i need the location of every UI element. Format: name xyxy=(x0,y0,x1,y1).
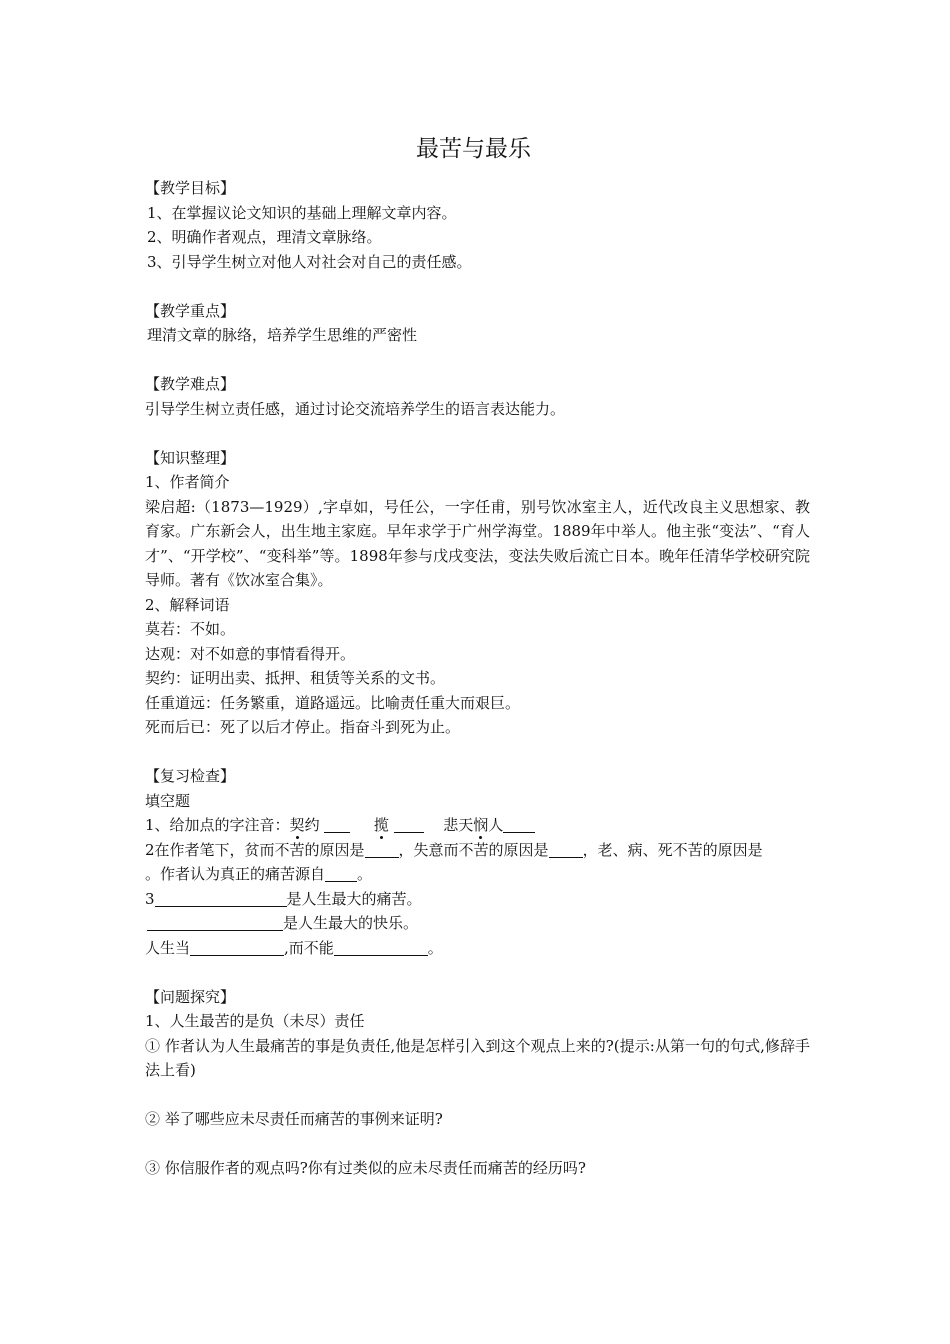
q3-text: 。 xyxy=(427,938,443,957)
term-definition: 任重道远：任务繁重，道路遥远。比喻责任重大而艰巨。 xyxy=(145,693,521,712)
difficulties-text: 引导学生树立责任感，通过讨论交流培养学生的语言表达能力。 xyxy=(145,399,566,418)
inquiry-question-2: ② 举了哪些应未尽责任而痛苦的事例来证明? xyxy=(145,1110,443,1128)
q2-text: ，老、病、死不苦的原因是 xyxy=(582,840,763,859)
q3-text: 是人生最大的痛苦。 xyxy=(286,889,422,908)
review-heading: 【复习检查】 xyxy=(145,767,236,785)
objective-item: 2、明确作者观点，理清文章脉络。 xyxy=(147,228,382,246)
answer-blank[interactable] xyxy=(365,841,399,858)
q1-prefix: 1、给加点的字注音： xyxy=(145,816,290,834)
inquiry-question-1: ① 作者认为人生最痛苦的事是负责任,他是怎样引入到这个观点上来的?(提示:从第一句的句式,修辞手法上看) xyxy=(145,1036,810,1079)
objectives-heading: 【教学目标】 xyxy=(145,179,236,197)
term-definition: 契约：证明出卖、抵押、租赁等关系的文书。 xyxy=(145,669,446,687)
page-title: 最苦与最乐 xyxy=(416,136,531,162)
inquiry-subheading: 1、人生最苦的是负（未尽）责任 xyxy=(145,1012,365,1030)
review-question-3c xyxy=(145,936,810,961)
dotted-char: 揽 xyxy=(373,816,389,834)
inquiry-question-3: ③ 你信服作者的观点吗?你有过类似的应未尽责任而痛苦的经历吗? xyxy=(145,1159,586,1177)
author-heading: 1、作者简介 xyxy=(145,473,230,491)
review-question-1 xyxy=(145,813,810,838)
answer-blank[interactable] xyxy=(147,914,283,931)
author-bio: 梁启超:（1873—1929）,字卓如，号任公，一字任甫，别号饮冰室主人，近代改良主义思想家、教育家。广东新会人，出生地主家庭。早年求学于广州学海堂。1889年中举人。他主张“变法”、“育人才”、“开学校”、“变科举”等。1898年参与戊戌变法，变法失败后流亡日本。晚年任清华学校研究院导师。著有《饮冰室合集》。 xyxy=(145,497,810,589)
q3-text: ,而不能 xyxy=(284,938,334,957)
review-question-3b xyxy=(145,911,810,936)
answer-blank[interactable] xyxy=(325,865,357,882)
objective-item: 3、引导学生树立对他人对社会对自己的责任感。 xyxy=(147,252,472,271)
difficulties-heading: 【教学难点】 xyxy=(145,375,236,393)
q1-word-rest: 约 xyxy=(304,816,320,834)
q3-number: 3 xyxy=(145,889,155,908)
term-definition: 死而后已：死了以后才停止。指奋斗到死为止。 xyxy=(145,718,461,736)
dotted-char: 契 xyxy=(289,816,305,834)
review-question-2-cont xyxy=(145,862,810,887)
objective-item: 1、在掌握议论文知识的基础上理解文章内容。 xyxy=(147,203,457,222)
review-question-3 xyxy=(145,887,810,912)
inquiry-heading: 【问题探究】 xyxy=(145,987,236,1006)
q2-text: 2在作者笔下，贫而不苦的原因是 xyxy=(145,840,365,859)
key-points-heading: 【教学重点】 xyxy=(145,301,236,320)
key-points-text: 理清文章的脉络，培养学生思维的严密性 xyxy=(147,326,418,344)
document-body xyxy=(145,132,810,1181)
q3-text: 人生当 xyxy=(145,938,191,957)
term-definition: 莫若：不如。 xyxy=(145,620,236,638)
term-definition: 达观：对不如意的事情看得开。 xyxy=(145,644,356,663)
terms-heading: 2、解释词语 xyxy=(145,595,230,614)
q2-text: ，失意而不苦的原因是 xyxy=(398,840,549,859)
review-question-2 xyxy=(145,838,810,863)
answer-blank[interactable] xyxy=(324,816,350,833)
q2-text: 。作者认为真正的痛苦源自 xyxy=(145,865,326,883)
dotted-char: 悯 xyxy=(473,816,489,834)
q2-text: 。 xyxy=(357,865,373,883)
q1-word-part: 人 xyxy=(488,816,504,834)
answer-blank[interactable] xyxy=(334,939,428,956)
answer-blank[interactable] xyxy=(190,939,284,956)
answer-blank[interactable] xyxy=(549,841,583,858)
answer-blank[interactable] xyxy=(394,816,424,833)
answer-blank[interactable] xyxy=(503,816,535,833)
q1-word-part: 悲天 xyxy=(443,816,474,834)
answer-blank[interactable] xyxy=(155,890,287,907)
q3-text: 是人生最大的快乐。 xyxy=(283,914,419,932)
review-subheading: 填空题 xyxy=(145,791,191,810)
knowledge-heading: 【知识整理】 xyxy=(145,448,236,467)
